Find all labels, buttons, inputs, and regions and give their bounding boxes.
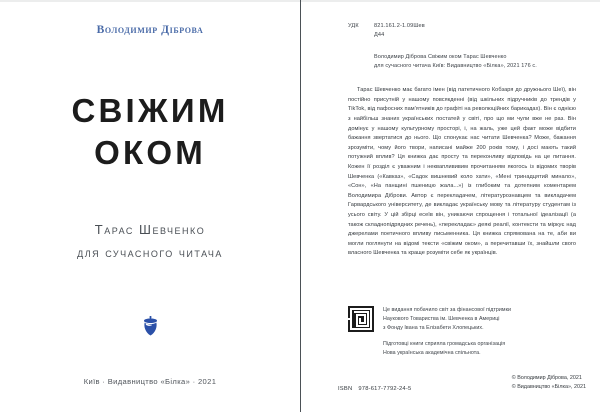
isbn-value: 978-617-7792-24-5: [358, 386, 412, 392]
organisation-line-1: Підготовці книги сприяла громадська організація: [383, 340, 506, 347]
subtitle-line-2: для сучасного читача: [77, 245, 223, 261]
copyright-line-1: © Володимир Діброва, 2021: [511, 374, 582, 381]
biblio-line-1: Володимир Діброва Свіжим оком Тарас Шевченко: [374, 54, 507, 61]
book-title: [26, 90, 274, 174]
imprint: Київ · Видавництво «Білка» · 2021: [83, 377, 217, 386]
copyright-line-2: © Видавництво «Білка», 2021: [511, 383, 586, 390]
annotation-text: [348, 86, 576, 259]
funding-line-3: з Фонду Івана та Елізабети Хлопецьких.: [383, 324, 484, 331]
book-subtitle: [26, 219, 274, 265]
title-line-2: ОКОМ: [94, 134, 206, 172]
labyrinth-icon: [348, 306, 374, 332]
copyright-page: [300, 0, 600, 412]
organisation-note: [383, 340, 511, 358]
funding-note: [383, 306, 511, 333]
funding-line-2: Наукового Товариства ім. Шевченка в Америці: [383, 315, 500, 322]
publisher-logo: [0, 316, 300, 336]
support-text: [383, 306, 511, 357]
udk-values: [374, 22, 425, 39]
udk-block: [348, 22, 576, 39]
acorn-icon: [142, 316, 159, 336]
udk-label: УДК: [348, 23, 359, 29]
copyright-block: [512, 374, 586, 392]
annotation-paragraph: Тарас Шевченко має багато імен (від патетичного Кобзаря до дружнього Шеї), він постійно присутній у нашому повсякденні (від шкільних підручників до трендів у TikTok, від пафосних пам'ятників до графіті на революційних барикадах). Він є однією з найбільш знаних українських постатей у світі, про що ми чули вже не раз. Він домінує у нашому культурному просторі, і, на жаль, уже цей факт може відбити бажання звертатися до нього. Що спонукає нас читати Шевченка? Може, бажання зрозуміти, чому його твори, написані майже 200 років тому, і досі мають такий потужний вплив? Ця книжка дає просту та переконливу відповідь на це питання. Кожен її розділ є уважним і некваплививим прочитанням якогось із відомих творів Шевченка («Кавказ», «Садок вишневий коло хати», «Мені тринадцятий минало», «Сон», «На панщині пшеницю жала...») із глибоким та дотепним коментарем Володимира Діброви. Автор є перекладачем, літературознавцем та викладачем Гарвардського університету, де викладає українську мову та літературу студентам із усього світу. У цій збірці есеїв він, уникаючи спрощення і тотальної ідеалізації (а також складнопідрядних речень), «перекладає» деякі реалії, контексти та міркує над джерелами поетичного впливу письменника. Ця книжка спрямована на те, аби ви могли поглянути на відомі тексти «свіжим оком», а перечитавши їх, знайшли свого власного Шевченка та краще розуміти себе як українців.: [348, 87, 576, 257]
bibliographic-description: [374, 53, 576, 71]
udk-author-mark: Д44: [374, 31, 385, 38]
author-name: Володимир Діброва: [96, 24, 204, 36]
isbn-block: [338, 386, 411, 392]
support-block: [348, 306, 584, 357]
udk-code: 821.161.2-1.09Шев: [374, 23, 425, 29]
title-line-1: СВІЖИМ: [71, 92, 229, 129]
subtitle-line-1: Тарас Шевченко: [94, 222, 206, 238]
isbn-label: ISBN: [338, 386, 353, 392]
page-footer: [338, 374, 586, 392]
funding-line-1: Це видання побачило світ за фінансової підтримки: [383, 307, 511, 313]
organisation-line-2: Нова українська академічна спільнота.: [383, 349, 481, 356]
biblio-line-2: для сучасного читача Київ: Видавництво «Білка», 2021 176 с.: [374, 63, 537, 70]
